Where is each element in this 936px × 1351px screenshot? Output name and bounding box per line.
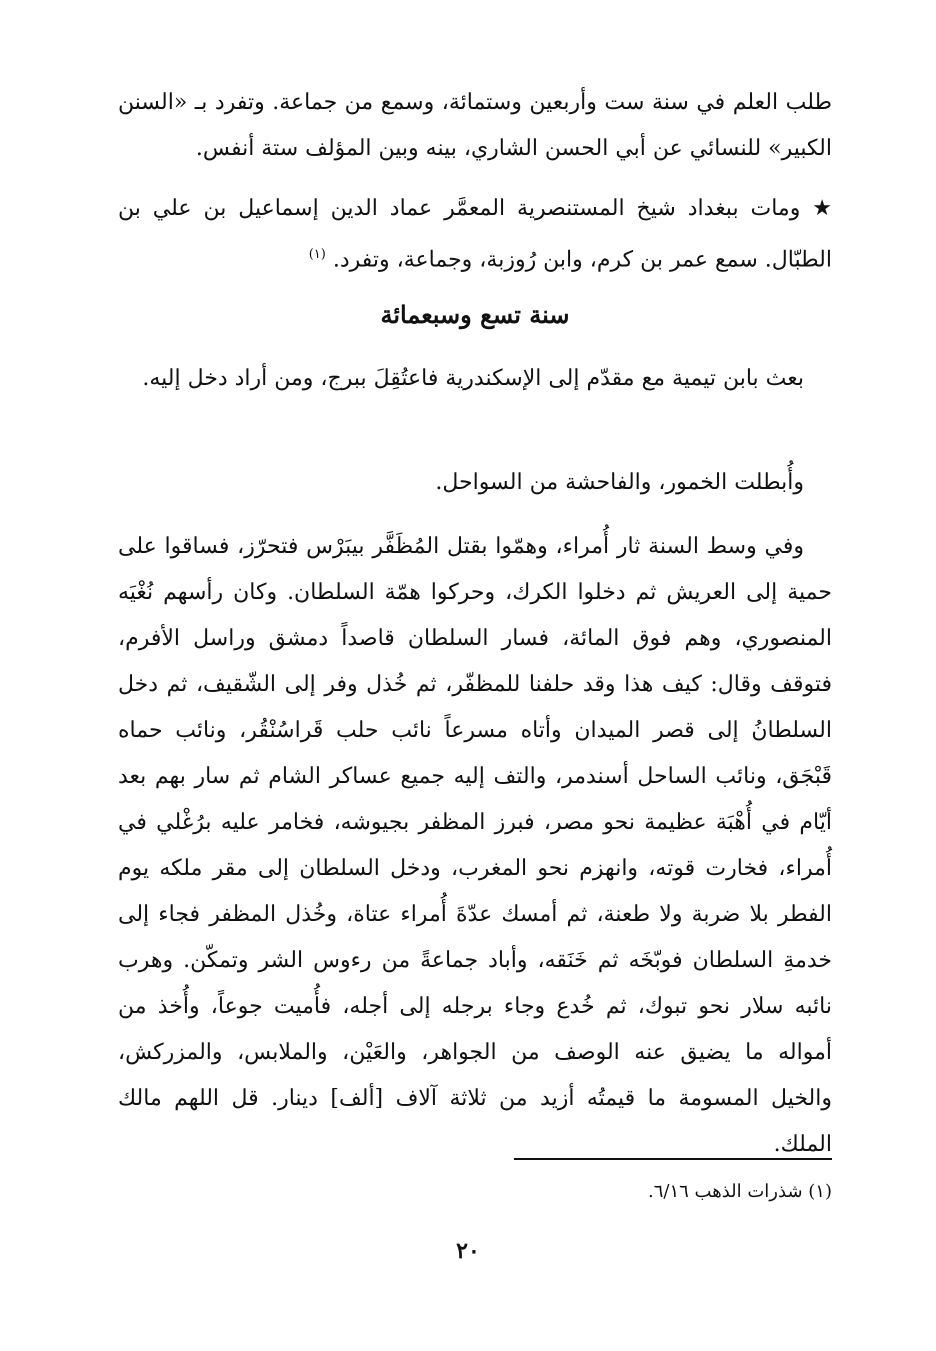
footnote-divider [514, 1158, 832, 1160]
section-heading: سنة تسع وسبعمائة [380, 300, 570, 329]
paragraph-4: وأُبطلت الخمور، والفاحشة من السواحل. [435, 470, 804, 495]
footnote-reference: (١) [308, 247, 326, 262]
footnote-text: شذرات الذهب ٦/١٦. [648, 1181, 803, 1202]
paragraph-3: بعث بابن تيمية مع مقدّم إلى الإسكندرية فاعتُقِلَ ببرج، ومن أراد دخل إليه. [142, 366, 804, 391]
paragraph-1: طلب العلم في سنة ست وأربعين وستمائة، وسمع من جماعة. وتفرد بـ «السنن الكبير» للنسائي عن أبي الحسن الشاري، بينه وبين المؤلف ستة أنفس. [118, 90, 832, 161]
page-number: ٢٠ [456, 1238, 480, 1264]
paragraph-5: وفي وسط السنة ثار أُمراء، وهمّوا بقتل المُظَفَّر بيبَرْس فتحرّز، فساقوا على حمية إلى العريش ثم دخلوا الكرك، وحركوا همّة السلطان. وكان رأسهم نُغْيَه المنصوري، وهم فوق المائة، فسار السلطان قاصداً دمشق وراسل الأفرم، فتوقف وقال: كيف هذا وقد حلفنا للمظفّر، ثم خُذل وفر إلى الشّقيف، ثم دخل السلطانُ إلى قصر الميدان وأتاه مسرعاً نائب حلب قَراسُنْقُر، ونائب حماه قَبْجَق، ونائب الساحل أسندمر، والتف إليه جميع عساكر الشام ثم سار بهم بعد أيّام في أُهْبَة عظيمة نحو مصر، فبرز المظفر بجيوشه، فخامر عليه برُغْلي في أُمراء، فخارت قوته، وانهزم نحو المغرب، ودخل السلطان إلى مقر ملكه يوم الفطر بلا ضربة ولا طعنة، ثم أمسك عدّةَ أُمراء عتاة، وخُذل المظفر فجاء إلى خدمةِ السلطان فوبّخَه ثم خَنَقه، وأباد جماعةً من رءوس الشر وتمكّن. وهرب نائبه سلار نحو تبوك، ثم خُدع وجاء برجله إلى أجله، فأُميت جوعاً، وأُخذ من أمواله ما يضيق عنه الوصف من الجواهر، والعَيْن، والملابس، والمزركش، والخيل المسومة ما قيمتُه أزيد من ثلاثة آلاف [ألف] دينار. قل اللهم مالك الملك. [118, 534, 832, 1157]
footnote-marker: (١) [808, 1181, 832, 1202]
paragraph-2-text: ★ ومات ببغداد شيخ المستنصرية المعمَّر عماد الدين إسماعيل بن علي بن الطبّال. سمع عمر بن كرم، وابن رُوزبة، وجماعة، وتفرد. [118, 196, 832, 273]
paragraph-2 [118, 186, 832, 283]
footnote [420, 1178, 832, 1206]
